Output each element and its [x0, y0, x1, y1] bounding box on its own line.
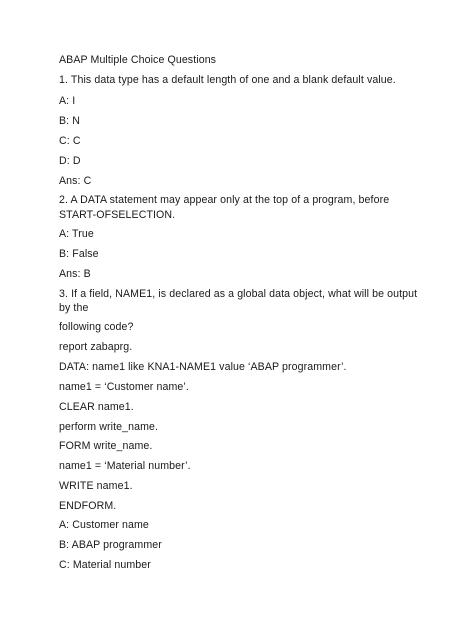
question-1-text: 1. This data type has a default length of one and a blank default value.	[59, 74, 396, 86]
question-3-text-line-2: by the	[59, 302, 89, 314]
question-1-option-d: D: D	[59, 155, 81, 167]
question-3-option-b: B: ABAP programmer	[59, 539, 162, 551]
code-line-clear: CLEAR name1.	[59, 401, 134, 413]
question-3-text-line-3: following code?	[59, 321, 134, 333]
code-line-perform: perform write_name.	[59, 421, 159, 433]
code-line-write: WRITE name1.	[59, 480, 133, 492]
question-1-option-c: C: C	[59, 135, 81, 147]
question-1-option-a: A: I	[59, 95, 76, 107]
code-line-assign-customer: name1 = ‘Customer name’.	[59, 381, 189, 393]
question-1-answer: Ans: C	[59, 175, 92, 187]
code-line-endform: ENDFORM.	[59, 500, 117, 512]
question-3-option-a: A: Customer name	[59, 519, 149, 531]
question-2-answer: Ans: B	[59, 268, 91, 280]
question-3-text-line-1: 3. If a field, NAME1, is declared as a global data object, what will be output	[59, 288, 418, 300]
code-line-data: DATA: name1 like KNA1-NAME1 value ‘ABAP programmer’.	[59, 361, 347, 373]
question-2-option-b: B: False	[59, 248, 99, 260]
question-3-option-c: C: Material number	[59, 559, 151, 571]
question-2-text-line-2: START-OFSELECTION.	[59, 209, 176, 221]
document-title: ABAP Multiple Choice Questions	[59, 54, 217, 66]
question-1-option-b: B: N	[59, 115, 81, 127]
code-line-report: report zabaprg.	[59, 341, 133, 353]
code-line-assign-material: name1 = ‘Material number’.	[59, 460, 191, 472]
question-2-option-a: A: True	[59, 228, 94, 240]
code-line-form: FORM write_name.	[59, 440, 153, 452]
question-2-text-line-1: 2. A DATA statement may appear only at the top of a program, before	[59, 194, 390, 206]
